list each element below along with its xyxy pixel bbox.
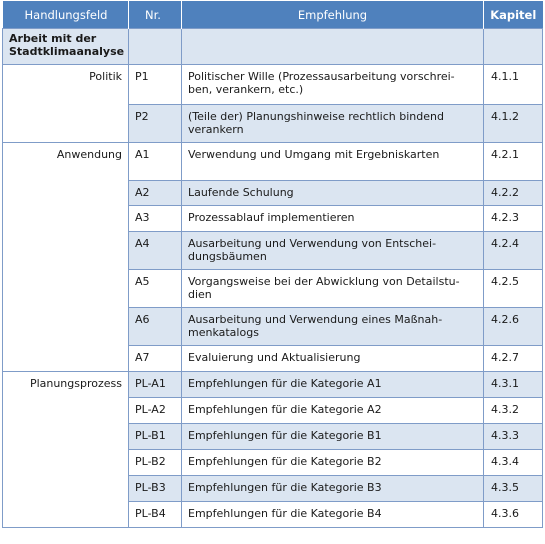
chapter-text: 4.3.5	[491, 481, 519, 494]
field-cell	[3, 143, 129, 372]
recommendation-text: Empfehlungen für die Kategorie B2	[188, 455, 382, 468]
nr-text: A5	[135, 275, 150, 288]
chapter-cell	[484, 476, 543, 502]
nr-text: A1	[135, 148, 150, 161]
chapter-cell	[484, 424, 543, 450]
chapter-text: 4.2.5	[491, 275, 519, 288]
chapter-cell	[484, 181, 543, 206]
nr-text: P2	[135, 110, 149, 123]
recommendation-cell	[182, 308, 484, 346]
chapter-text: 4.3.4	[491, 455, 519, 468]
recommendation-text: Empfehlungen für die Kategorie A2	[188, 403, 382, 416]
table-row	[3, 143, 543, 181]
nr-cell	[129, 270, 182, 308]
nr-cell	[129, 232, 182, 270]
nr-text: PL-A1	[135, 377, 166, 390]
table-header	[3, 1, 543, 29]
section-row	[3, 29, 543, 65]
nr-text: PL-B2	[135, 455, 166, 468]
chapter-cell	[484, 105, 543, 143]
chapter-cell	[484, 346, 543, 372]
chapter-text: 4.3.6	[491, 507, 519, 520]
field-label: Planungsprozess	[29, 377, 122, 390]
nr-text: PL-B1	[135, 429, 166, 442]
header-field: Handlungsfeld	[3, 1, 129, 29]
recommendation-text: Laufende Schulung	[188, 186, 294, 199]
chapter-text: 4.1.2	[491, 110, 519, 123]
recommendations-table	[2, 1, 543, 528]
recommendation-cell	[182, 372, 484, 398]
chapter-cell	[484, 372, 543, 398]
nr-cell	[129, 65, 182, 105]
nr-text: A7	[135, 351, 150, 364]
chapter-cell	[484, 206, 543, 232]
chapter-cell	[484, 143, 543, 181]
chapter-text: 4.3.2	[491, 403, 519, 416]
chapter-cell	[484, 398, 543, 424]
recommendation-text: Empfehlungen für die Kategorie B1	[188, 429, 382, 442]
recommendation-cell	[182, 65, 484, 105]
header-recommendation: Empfehlung	[182, 1, 484, 29]
chapter-cell	[484, 502, 543, 528]
chapter-text: 4.2.1	[491, 148, 519, 161]
recommendation-cell	[182, 143, 484, 181]
recommendation-cell	[182, 232, 484, 270]
recommendation-cell	[182, 346, 484, 372]
recommendation-text: Politischer Wille (Prozessausarbeitung vorschrei-ben, verankern, etc.)	[188, 70, 455, 96]
chapter-cell	[484, 308, 543, 346]
chapter-cell	[484, 232, 543, 270]
field-cell	[3, 372, 129, 528]
recommendation-text: Verwendung und Umgang mit Ergebniskarten	[188, 148, 440, 161]
nr-cell	[129, 502, 182, 528]
section-empty-cell	[129, 29, 182, 65]
chapter-text: 4.2.4	[491, 237, 519, 250]
recommendation-cell	[182, 398, 484, 424]
chapter-text: 4.2.2	[491, 186, 519, 199]
chapter-text: 4.3.3	[491, 429, 519, 442]
recommendation-text: Empfehlungen für die Kategorie B4	[188, 507, 382, 520]
chapter-cell	[484, 270, 543, 308]
nr-text: P1	[135, 70, 149, 83]
recommendation-text: Ausarbeitung und Verwendung eines Maßnah-menkatalogs	[188, 313, 443, 339]
recommendation-cell	[182, 181, 484, 206]
table-body	[3, 29, 543, 528]
section-empty-cell	[484, 29, 543, 65]
recommendation-cell	[182, 270, 484, 308]
nr-text: A4	[135, 237, 150, 250]
nr-cell	[129, 346, 182, 372]
section-empty-cell	[182, 29, 484, 65]
field-cell	[3, 65, 129, 143]
recommendation-cell	[182, 206, 484, 232]
recommendation-text: Evaluierung und Aktualisierung	[188, 351, 361, 364]
recommendation-text: Vorgangsweise bei der Abwicklung von Detailstu-dien	[188, 275, 460, 301]
recommendation-text: Ausarbeitung und Verwendung von Entschei-dungsbäumen	[188, 237, 437, 263]
recommendation-cell	[182, 502, 484, 528]
chapter-text: 4.3.1	[491, 377, 519, 390]
nr-text: PL-B3	[135, 481, 166, 494]
header-nr: Nr.	[129, 1, 182, 29]
nr-cell	[129, 206, 182, 232]
recommendation-cell	[182, 476, 484, 502]
nr-cell	[129, 181, 182, 206]
nr-text: A2	[135, 186, 150, 199]
nr-text: PL-A2	[135, 403, 166, 416]
chapter-cell	[484, 450, 543, 476]
chapter-text: 4.1.1	[491, 70, 519, 83]
chapter-cell	[484, 65, 543, 105]
nr-cell	[129, 372, 182, 398]
nr-cell	[129, 143, 182, 181]
recommendation-text: Empfehlungen für die Kategorie B3	[188, 481, 382, 494]
recommendation-cell	[182, 105, 484, 143]
recommendation-text: Empfehlungen für die Kategorie A1	[188, 377, 382, 390]
nr-cell	[129, 105, 182, 143]
field-label: Politik	[89, 70, 122, 83]
chapter-text: 4.2.7	[491, 351, 519, 364]
recommendation-text: Prozessablauf implementieren	[188, 211, 355, 224]
nr-cell	[129, 424, 182, 450]
recommendation-cell	[182, 450, 484, 476]
table-row	[3, 372, 543, 398]
chapter-text: 4.2.3	[491, 211, 519, 224]
nr-cell	[129, 450, 182, 476]
field-label: Anwendung	[56, 148, 122, 161]
nr-cell	[129, 398, 182, 424]
table-row	[3, 65, 543, 105]
section-title: Arbeit mit der Stadtklimaanalyse	[3, 29, 129, 65]
nr-text: A3	[135, 211, 150, 224]
nr-text: A6	[135, 313, 150, 326]
nr-cell	[129, 308, 182, 346]
recommendation-cell	[182, 424, 484, 450]
recommendation-text: (Teile der) Planungshinweise rechtlich bindend verankern	[188, 110, 444, 136]
header-chapter: Kapitel	[484, 1, 543, 29]
chapter-text: 4.2.6	[491, 313, 519, 326]
nr-text: PL-B4	[135, 507, 166, 520]
nr-cell	[129, 476, 182, 502]
